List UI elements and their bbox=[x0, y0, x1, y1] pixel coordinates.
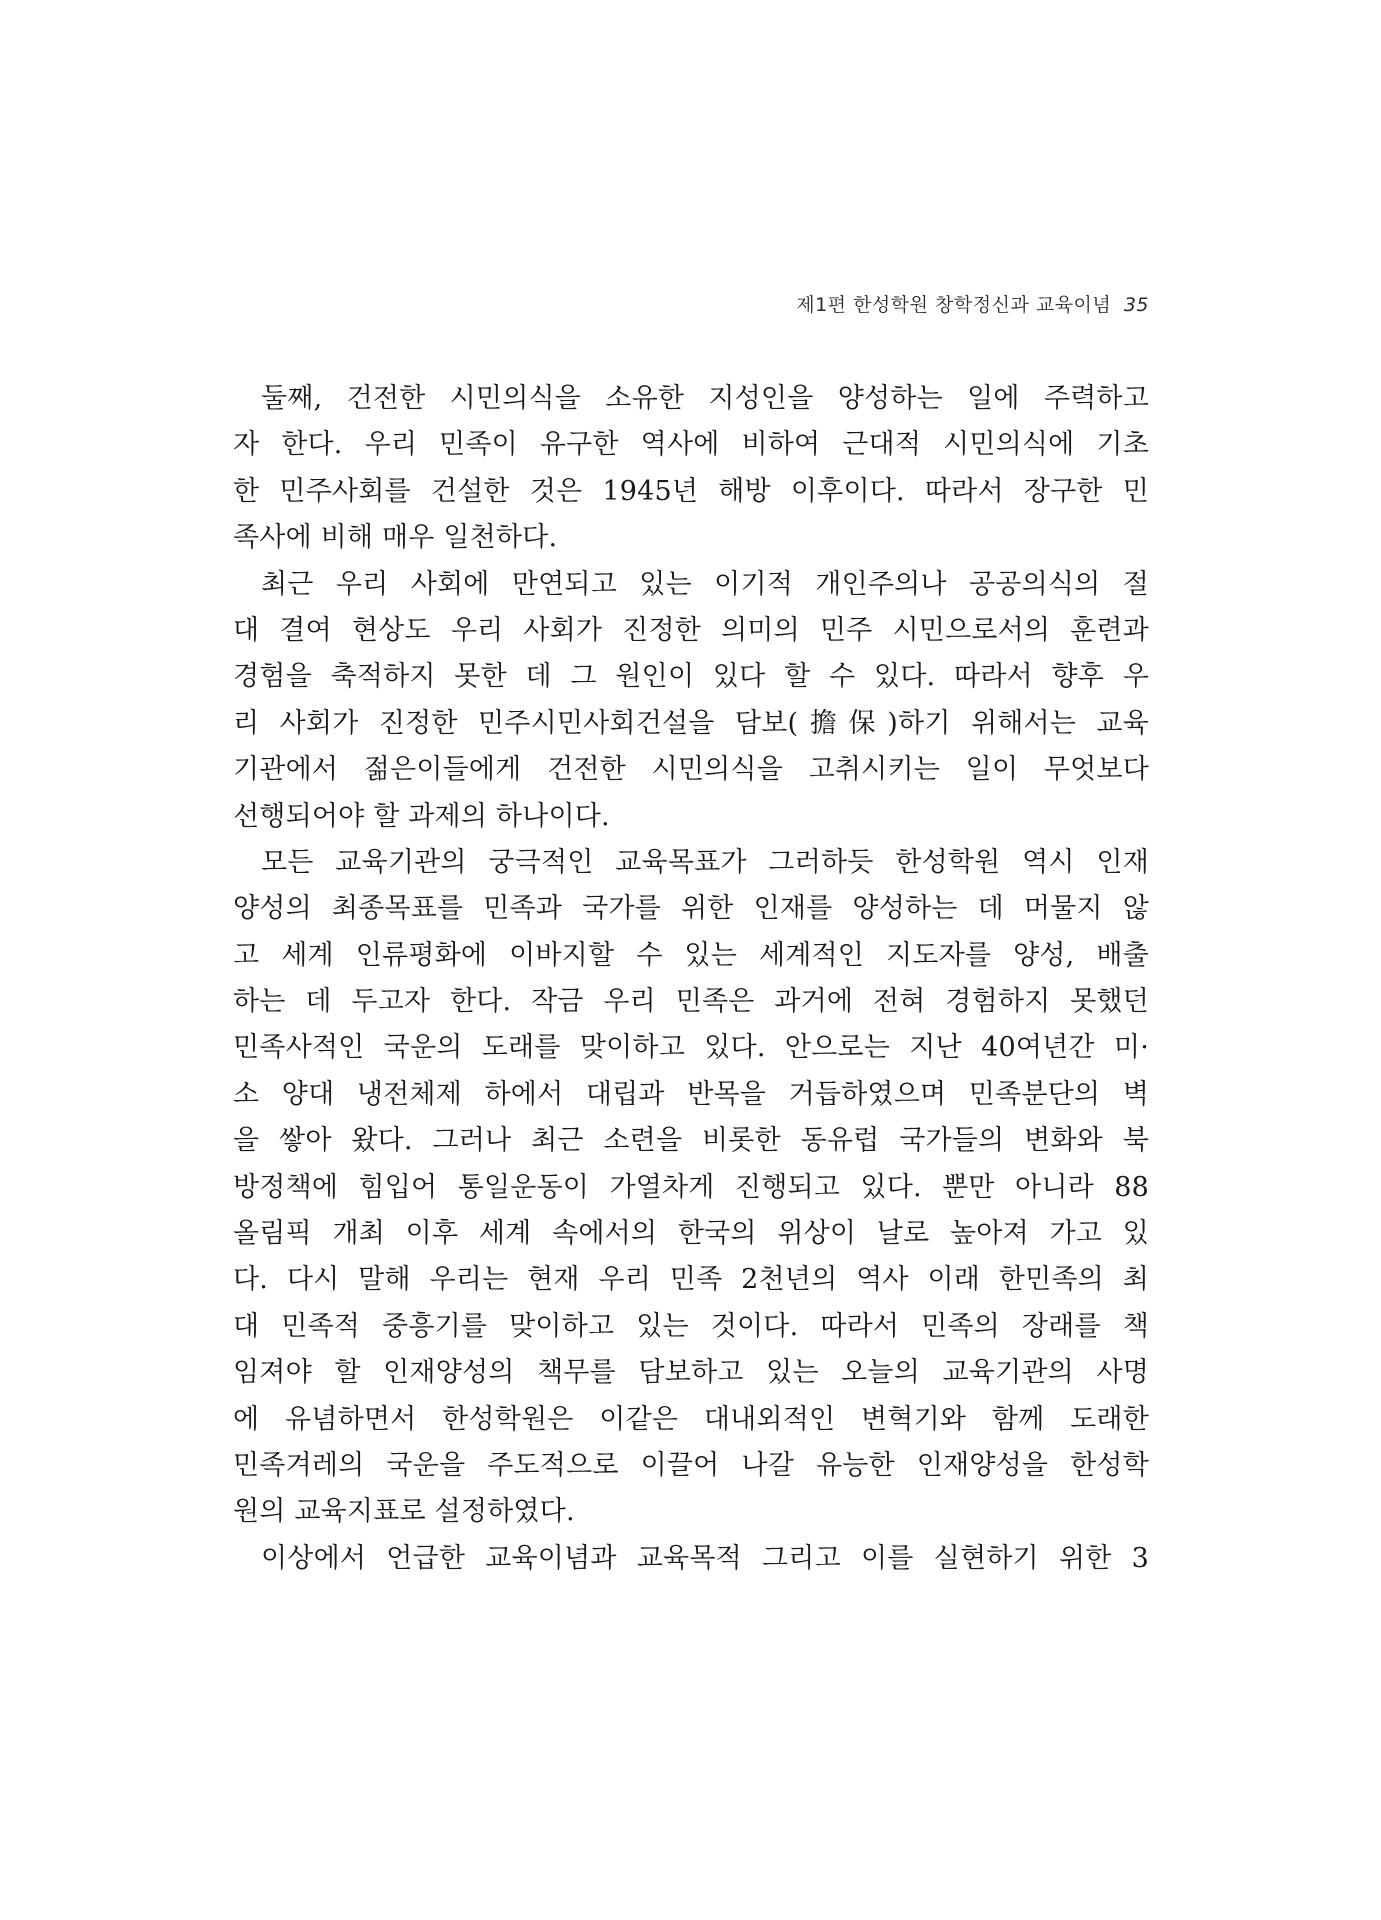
text-line: 자 한다. 우리 민족이 유구한 역사에 비하여 근대적 시민의식에 기초 bbox=[233, 429, 1149, 461]
text-line: 민족겨레의 국운을 주도적으로 이끌어 나갈 유능한 인재양성을 한성학 bbox=[233, 1449, 1149, 1481]
header-title: 제1편 한성학원 창학정신과 교육이념 bbox=[796, 294, 1112, 316]
text-line: 한 민주사회를 건설한 것은 1945년 해방 이후이다. 따라서 장구한 민 bbox=[233, 475, 1149, 507]
text-line: 대 결여 현상도 우리 사회가 진정한 의미의 민주 시민으로서의 훈련과 bbox=[233, 614, 1149, 646]
text-line: 둘째, 건전한 시민의식을 소유한 지성인을 양성하는 일에 주력하고 bbox=[261, 383, 1149, 414]
text-line: 고 세계 인류평화에 이바지할 수 있는 세계적인 지도자를 양성, 배출 bbox=[233, 939, 1149, 971]
text-line: 리 사회가 진정한 민주시민사회건설을 담보(擔保)하기 위해서는 교육 bbox=[233, 707, 1149, 739]
text-line: 선행되어야 할 과제의 하나이다. bbox=[233, 800, 610, 832]
text-line: 에 유념하면서 한성학원은 이같은 대내외적인 변혁기와 함께 도래한 bbox=[233, 1403, 1149, 1435]
text-line: 최근 우리 사회에 만연되고 있는 이기적 개인주의나 공공의식의 절 bbox=[261, 568, 1149, 600]
text-line: 이상에서 언급한 교육이념과 교육목적 그리고 이를 실현하기 위한 3 bbox=[261, 1542, 1149, 1574]
text-line: 다. 다시 말해 우리는 현재 우리 민족 2천년의 역사 이래 한민족의 최 bbox=[233, 1264, 1149, 1296]
text-line: 대 민족적 중흥기를 맞이하고 있는 것이다. 따라서 민족의 장래를 책 bbox=[233, 1310, 1149, 1342]
text-line: 기관에서 젊은이들에게 건전한 시민의식을 고취시키는 일이 무엇보다 bbox=[233, 754, 1149, 786]
text-line: 경험을 축적하지 못한 데 그 원인이 있다 할 수 있다. 따라서 향후 우 bbox=[233, 661, 1149, 693]
text-line: 소 양대 냉전체제 하에서 대립과 반목을 거듭하였으며 민족분단의 벽 bbox=[233, 1078, 1149, 1110]
text-line: 을 쌓아 왔다. 그러나 최근 소련을 비롯한 동유럽 국가들의 변화와 북 bbox=[233, 1125, 1149, 1157]
page-number: 35 bbox=[1123, 294, 1149, 316]
text-line: 하는 데 두고자 한다. 작금 우리 민족은 과거에 전혀 경험하지 못했던 bbox=[233, 986, 1149, 1018]
text-line: 민족사적인 국운의 도래를 맞이하고 있다. 안으로는 지난 40여년간 미· bbox=[233, 1032, 1149, 1064]
text-line: 족사에 비해 매우 일천하다. bbox=[233, 522, 558, 554]
running-header bbox=[796, 290, 1149, 317]
text-line: 올림픽 개최 이후 세계 속에서의 한국의 위상이 날로 높아져 가고 있 bbox=[233, 1218, 1149, 1250]
text-line: 방정책에 힘입어 통일운동이 가열차게 진행되고 있다. 뿐만 아니라 88 bbox=[233, 1171, 1149, 1203]
body-text bbox=[233, 376, 1149, 1582]
text-line: 모든 교육기관의 궁극적인 교육목표가 그러하듯 한성학원 역시 인재 bbox=[261, 846, 1149, 878]
text-line: 임져야 할 인재양성의 책무를 담보하고 있는 오늘의 교육기관의 사명 bbox=[233, 1357, 1149, 1389]
text-line: 원의 교육지표로 설정하였다. bbox=[233, 1496, 575, 1528]
text-line: 양성의 최종목표를 민족과 국가를 위한 인재를 양성하는 데 머물지 않 bbox=[233, 893, 1149, 925]
